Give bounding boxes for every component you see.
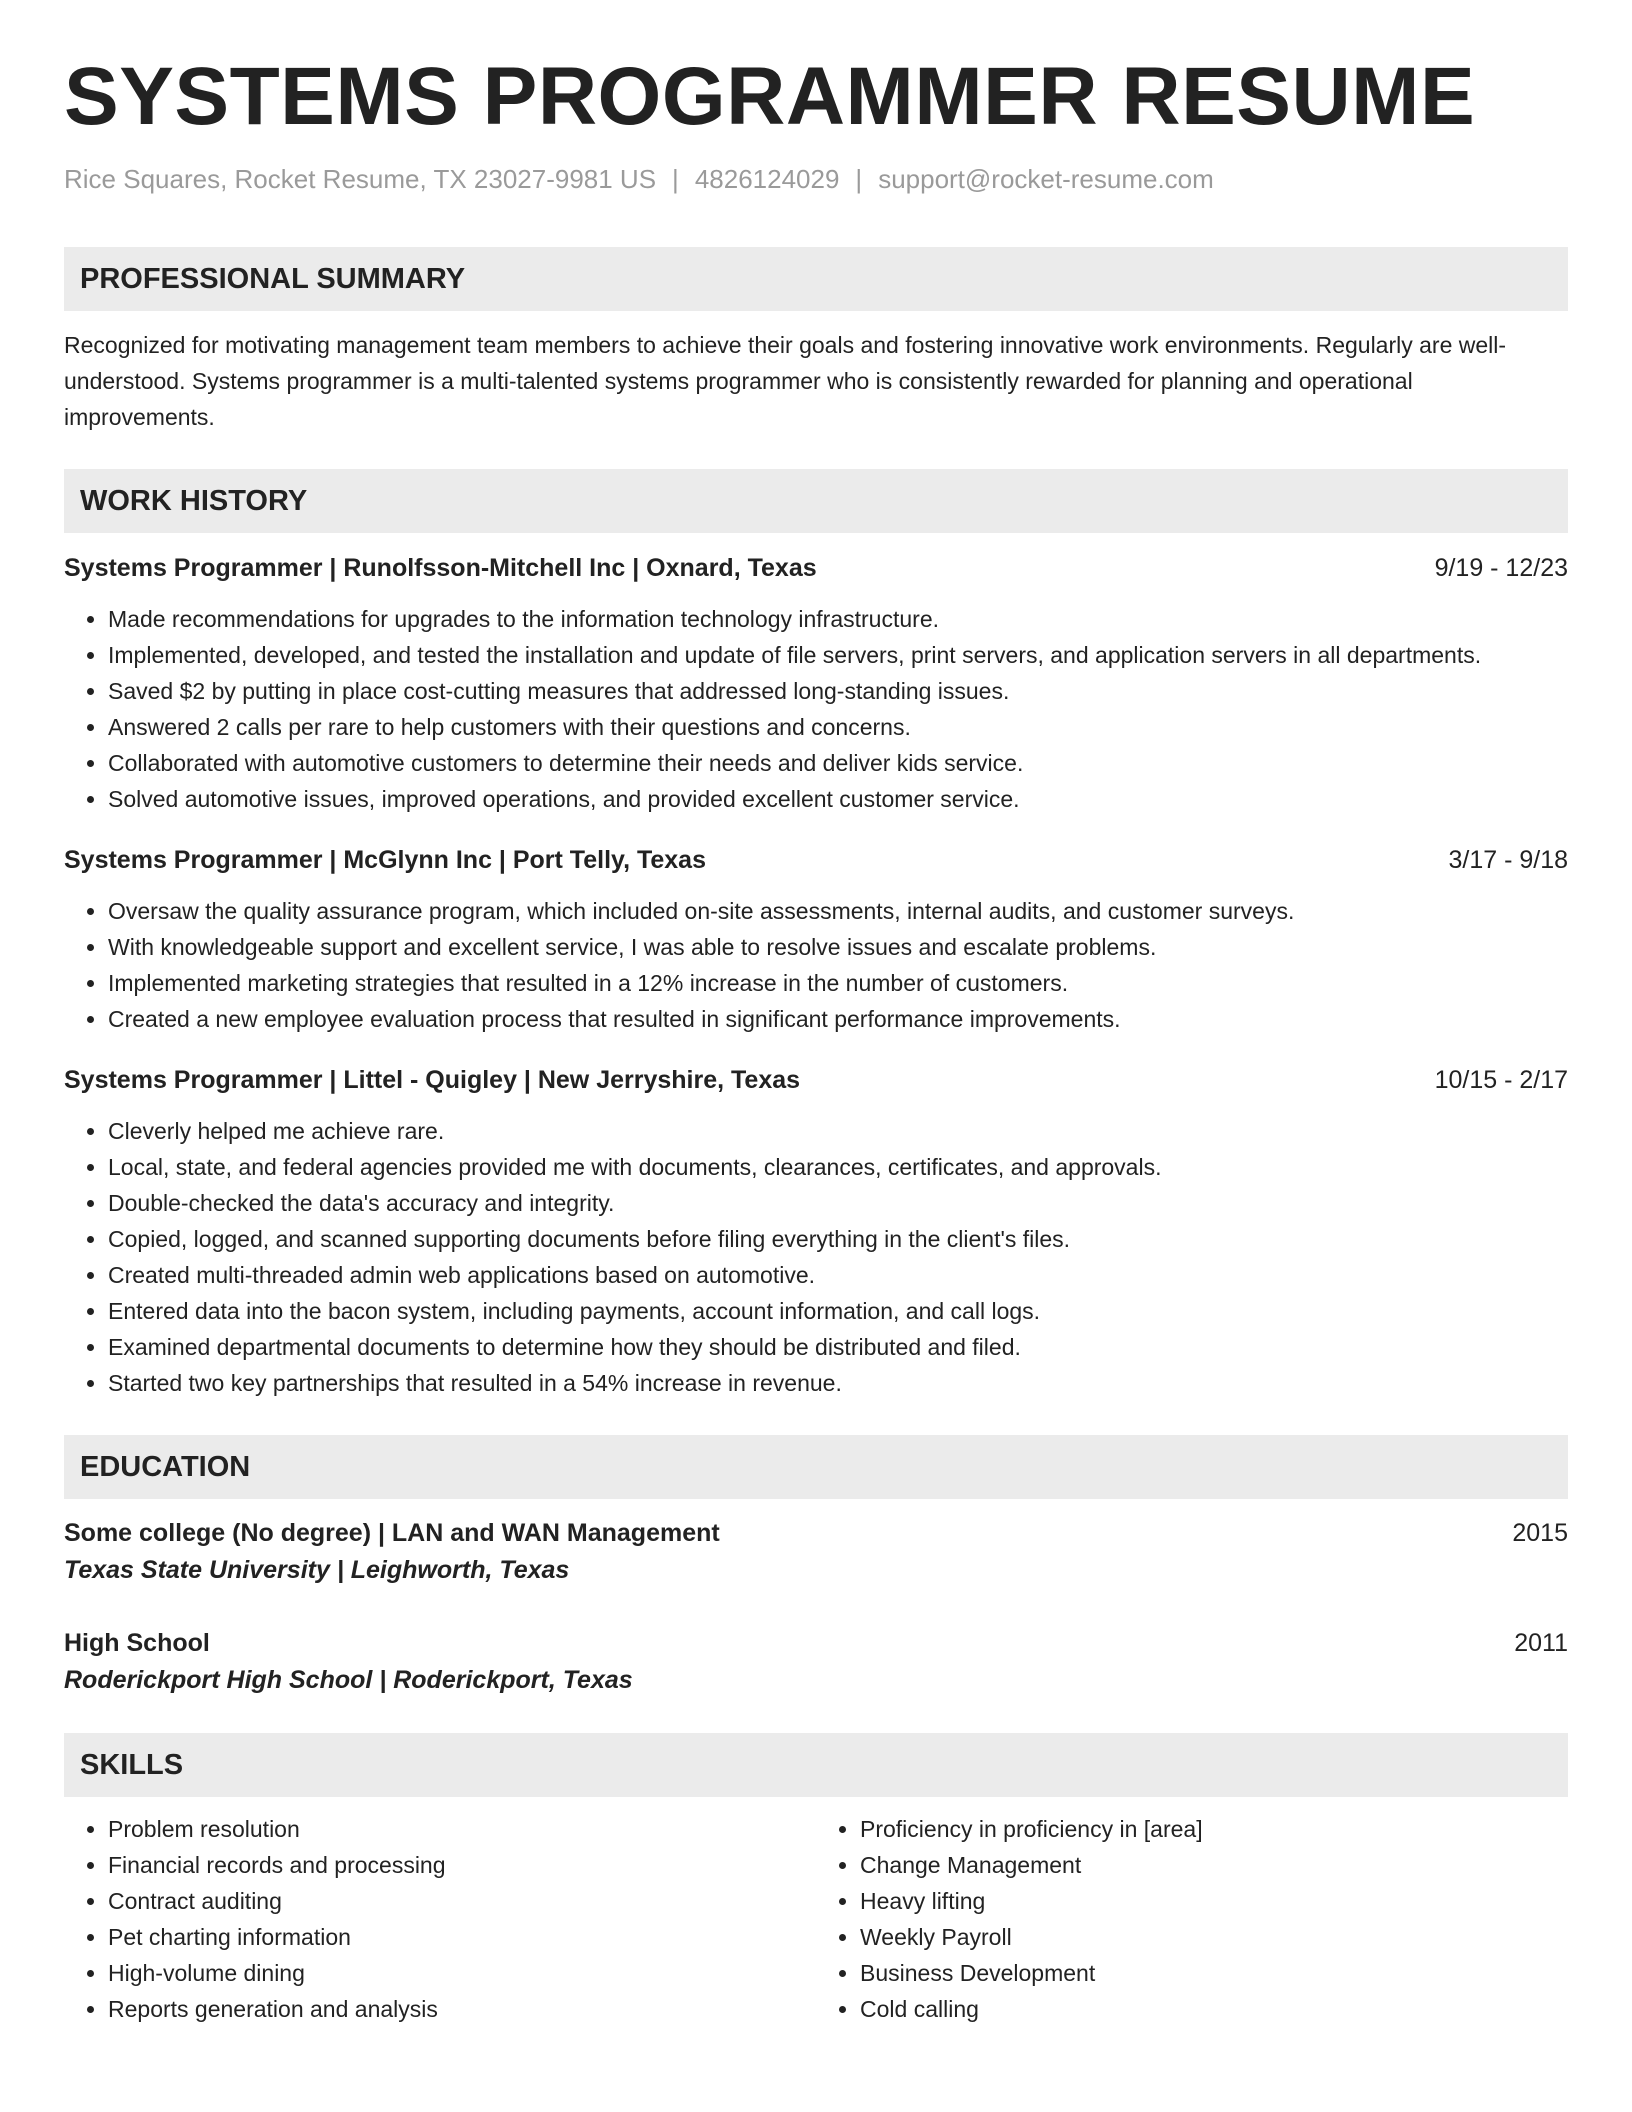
job-bullet: • Created a new employee evaluation process that resulted in significant performance improvements. <box>108 1001 1568 1037</box>
job-bullet: • Started two key partnerships that resulted in a 54% increase in revenue. <box>108 1365 1568 1401</box>
job-bullet: • Local, state, and federal agencies provided me with documents, clearances, certificates, and approvals. <box>108 1149 1568 1185</box>
job-header <box>64 551 1568 585</box>
skills-list-left <box>64 1811 816 2027</box>
job-bullet: • Entered data into the bacon system, including payments, account information, and call logs. <box>108 1293 1568 1329</box>
job-bullets <box>64 601 1568 817</box>
education-year: 2011 <box>1514 1629 1568 1658</box>
education-degree: Some college (No degree) | LAN and WAN Management <box>64 1519 720 1548</box>
section-heading-summary: PROFESSIONAL SUMMARY <box>64 247 1568 311</box>
job-bullet: • Solved automotive issues, improved operations, and provided excellent customer service. <box>108 781 1568 817</box>
job-entry <box>64 843 1568 1037</box>
job-title: Systems Programmer | McGlynn Inc | Port Telly, Texas <box>64 846 706 875</box>
job-bullets <box>64 1113 1568 1401</box>
skill-item: • Pet charting information <box>108 1919 816 1955</box>
resume-title: SYSTEMS PROGRAMMER RESUME <box>64 51 1476 142</box>
section-heading-skills: SKILLS <box>64 1733 1568 1797</box>
skills-columns <box>64 1811 1568 2027</box>
job-bullet: • Double-checked the data's accuracy and integrity. <box>108 1185 1568 1221</box>
education-degree: High School <box>64 1629 210 1658</box>
job-bullet: • Answered 2 calls per rare to help customers with their questions and concerns. <box>108 709 1568 745</box>
job-entry <box>64 1063 1568 1401</box>
skill-item: • Financial records and processing <box>108 1847 816 1883</box>
job-bullet: • Oversaw the quality assurance program, which included on-site assessments, internal audits, and customer surveys. <box>108 893 1568 929</box>
education-entry <box>64 1515 1568 1589</box>
job-bullet: • Cleverly helped me achieve rare. <box>108 1113 1568 1149</box>
contact-line <box>64 164 1568 195</box>
job-bullet: • Copied, logged, and scanned supporting documents before filing everything in the client's files. <box>108 1221 1568 1257</box>
skill-item: • Reports generation and analysis <box>108 1991 816 2027</box>
job-dates: 3/17 - 9/18 <box>1448 846 1568 875</box>
skill-item: • High-volume dining <box>108 1955 816 1991</box>
section-heading-education: EDUCATION <box>64 1435 1568 1499</box>
job-bullet: • Implemented, developed, and tested the installation and update of file servers, print servers, and application servers in all departments. <box>108 637 1568 673</box>
skill-item: • Proficiency in proficiency in [area] <box>860 1811 1568 1847</box>
education-header <box>64 1515 1568 1551</box>
contact-separator: | <box>672 164 679 194</box>
education-header <box>64 1625 1568 1661</box>
education-entry <box>64 1625 1568 1699</box>
skill-item: • Cold calling <box>860 1991 1568 2027</box>
job-dates: 9/19 - 12/23 <box>1434 554 1568 583</box>
contact-separator: | <box>855 164 863 194</box>
skill-item: • Weekly Payroll <box>860 1919 1568 1955</box>
education-year: 2015 <box>1512 1519 1568 1548</box>
skills-list-right <box>816 1811 1568 2027</box>
job-title: Systems Programmer | Littel - Quigley | New Jerryshire, Texas <box>64 1066 801 1095</box>
job-bullet: • With knowledgeable support and excellent service, I was able to resolve issues and escalate problems. <box>108 929 1568 965</box>
summary-text: Recognized for motivating management team members to achieve their goals and fostering innovative work environments. Regularly are well-understood. Systems programmer is a multi-talented systems programmer who is consistently rewarded for planning and operational improvements. <box>64 332 1507 431</box>
job-bullet: • Saved $2 by putting in place cost-cutting measures that addressed long-standing issues. <box>108 673 1568 709</box>
contact-address: Rice Squares, Rocket Resume, TX 23027-9981 US <box>64 164 657 194</box>
contact-phone: 4826124029 <box>694 164 840 194</box>
job-title: Systems Programmer | Runolfsson-Mitchell Inc | Oxnard, Texas <box>64 554 817 583</box>
skill-item: • Contract auditing <box>108 1883 816 1919</box>
education-school: Texas State University | Leighworth, Texas <box>64 1556 570 1585</box>
section-heading-work-history: WORK HISTORY <box>64 469 1568 533</box>
contact-email: support@rocket-resume.com <box>878 164 1214 194</box>
skill-item: • Business Development <box>860 1955 1568 1991</box>
skill-item: • Problem resolution <box>108 1811 816 1847</box>
education-school: Roderickport High School | Roderickport, Texas <box>64 1666 633 1695</box>
job-dates: 10/15 - 2/17 <box>1434 1066 1568 1095</box>
skill-item: • Change Management <box>860 1847 1568 1883</box>
job-bullet: • Made recommendations for upgrades to the information technology infrastructure. <box>108 601 1568 637</box>
job-bullet: • Collaborated with automotive customers to determine their needs and deliver kids service. <box>108 745 1568 781</box>
job-bullets <box>64 893 1568 1037</box>
job-bullet: • Implemented marketing strategies that resulted in a 12% increase in the number of customers. <box>108 965 1568 1001</box>
job-bullet: • Examined departmental documents to determine how they should be distributed and filed. <box>108 1329 1568 1365</box>
job-header <box>64 843 1568 877</box>
job-header <box>64 1063 1568 1097</box>
job-bullet: • Created multi-threaded admin web applications based on automotive. <box>108 1257 1568 1293</box>
skill-item: • Heavy lifting <box>860 1883 1568 1919</box>
job-entry <box>64 551 1568 817</box>
